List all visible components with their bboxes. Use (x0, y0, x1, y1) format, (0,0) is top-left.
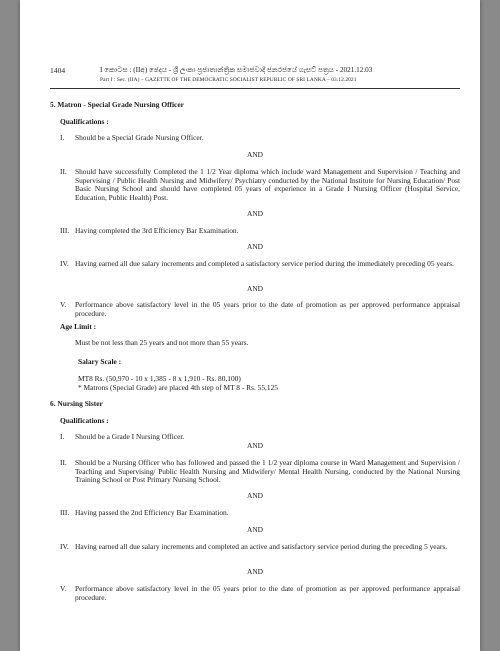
and-separator: AND (246, 242, 263, 251)
and-separator: AND (246, 567, 263, 576)
age-limit-heading: Age Limit : (60, 322, 97, 331)
section-5-title: 5. Matron - Special Grade Nursing Officer (50, 100, 184, 109)
and-separator: AND (246, 525, 263, 534)
section-6-qualifications-heading: Qualifications : (60, 416, 109, 425)
header-english-line: Part I : Sec. (IIA) – GAZETTE OF THE DEMOCRATIC SOCIALIST REPUBLIC OF SRI LANKA – 03.12.2021 (100, 77, 357, 83)
header-sinhala-line: I කොටස : (IIඅ) ඡෙදය - ශ්‍රී ලංකා ප්‍රජාතාන්ත්‍රික සමාජවාදී ජනරජයේ ගැසට් පත්‍රය - 2021.12.03 (100, 66, 373, 74)
salary-scale-line: MT8 Rs. (50,970 - 10 x 1,385 - 8 x 1,910 - Rs. 80,100) (78, 374, 241, 383)
and-separator: AND (246, 150, 263, 159)
header-rule (50, 88, 460, 89)
and-separator: AND (246, 441, 263, 450)
section-5-qualifications-heading: Qualifications : (60, 117, 109, 126)
and-separator: AND (246, 209, 263, 218)
page-number: 1404 (50, 66, 66, 75)
and-separator: AND (246, 491, 263, 500)
age-limit-text: Must be not less than 25 years and not more than 55 years. (75, 338, 249, 347)
and-separator: AND (246, 284, 263, 293)
salary-scale-heading: Salary Scale : (78, 357, 122, 366)
salary-scale-note: * Matrons (Special Grade) are placed 4th step of MT 8 - Rs. 55,125 (78, 383, 278, 392)
section-6-title: 6. Nursing Sister (50, 399, 103, 408)
document-page: 1404 I කොටස : (IIඅ) ඡෙදය - ශ්‍රී ලංකා ප්‍රජාතාන්ත්‍රික සමාජවාදී ජනරජයේ ගැසට් පත්‍රය - 2021.12.03 Part I : Sec. (IIA) – GAZETTE OF THE DEMOCRATIC SOCIALIST REPUBLIC OF SRI LANKA – 03.12.2021 5. Matron - Special Grade Nursing Officer Qualifications : I. Should be a Special Grade Nursing Officer. AND II. Should have successfully Completed the 1 1/2 Year diploma which include ward Management and Supervision / Teaching and Supervising / Public Health Nursing and Midwifery/ Psychiatry conducted by the National Institute for Nursing Education/ Post Basic Nursing School and should have completed 05 years of experience in a Grade I Nursing Officer (Hospital Service, Education, Public Health) Post. AND III. Having completed the 3rd Efficiency Bar Examination. AND IV. Having earned all due salary increments and completed a satisfactory service period during the immediately preceding 05 years. AND V. Performance above satisfactory level in the 05 years prior to the date of promotion as per approved performance appraisal procedure. Age Limit : Must be not less than 25 years and not more than 55 years. Salary Scale : MT8 Rs. (50,970 - 10 x 1,385 - 8 x 1,910 - Rs. 80,100) * Matrons (Special Grade) are placed 4th step of MT 8 - Rs. 55,125 6. Nursing Sister Qualifications : I. Should be a Grade I Nursing Officer. AND II. Should be a Nursing Officer who has followed and passed the 1 1/2 year diploma course in Ward Management and Supervision / Teaching and Supervising/ Public Health Nursing and Midwifery/ Mental Health Nursing, conducted by the National Nursing Training School or Post Primary Nursing School. AND III. Having passed the 2nd Efficiency Bar Examination. AND IV. Having earned all due salary increments and completed an active and satisfactory service period during the preceding 5 years. AND V. Performance above satisfactory level in the 05 years prior to the date of promotion as per approved performance appraisal procedure. (20, 0, 480, 651)
